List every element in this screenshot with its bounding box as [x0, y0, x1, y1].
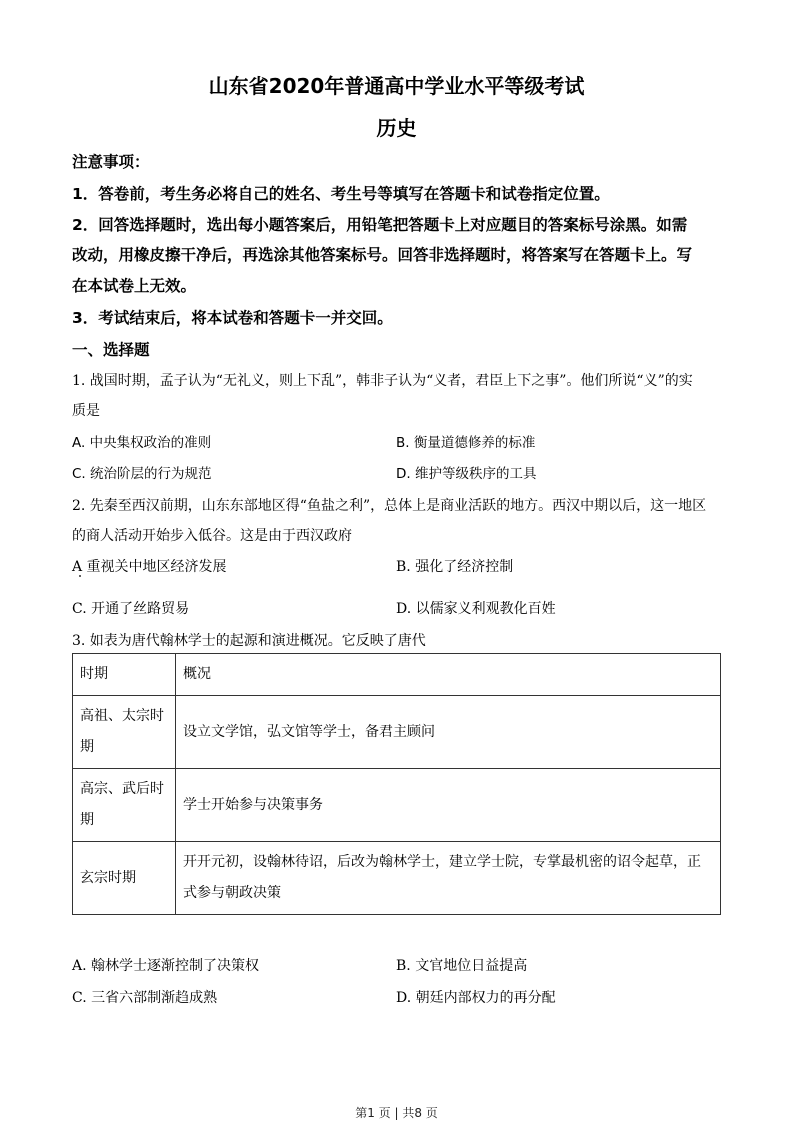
table-row [73, 696, 721, 769]
question-1-option-b[interactable]: B. 衡量道德修养的标准 [396, 435, 536, 451]
question-3-option-c[interactable]: C. 三省六部制渐趋成熟 [72, 990, 218, 1006]
notice-item: 改动，用橡皮擦干净后，再选涂其他答案标号。回答非选择题时，将答案写在答题卡上。写 [72, 246, 693, 264]
notice-item: 1．答卷前，考生务必将自己的姓名、考生号等填写在答题卡和试卷指定位置。 [72, 185, 610, 203]
question-1-option-a[interactable]: A. 中央集权政治的准则 [72, 435, 212, 451]
question-2-text: 2. 先秦至西汉前期，山东东部地区得“鱼盐之利”，总体上是商业活跃的地方。西汉中期以后，这一地区 [72, 498, 707, 514]
question-2-option-b[interactable]: B. 强化了经济控制 [396, 559, 514, 575]
table-cell-summary: 开开元初，设翰林待诏，后改为翰林学士，建立学士院，专掌最机密的诏令起草，正式参与朝政决策 [176, 842, 721, 915]
exam-title: 山东省2020年普通高中学业水平等级考试 [208, 74, 585, 98]
notice-item: 2．回答选择题时，选出每小题答案后，用铅笔把答题卡上对应题目的答案标号涂黑。如需 [72, 216, 688, 234]
question-2-option-d[interactable]: D. 以儒家义利观教化百姓 [396, 601, 556, 617]
question-3-table [72, 653, 721, 915]
notice-item: 3．考试结束后，将本试卷和答题卡一并交回。 [72, 309, 393, 327]
table-row [73, 769, 721, 842]
table-header-row [73, 654, 721, 696]
question-2-text: 的商人活动开始步入低谷。这是由于西汉政府 [72, 528, 352, 544]
exam-subject: 历史 [376, 116, 417, 140]
question-2-option-c[interactable]: C. 开通了丝路贸易 [72, 601, 190, 617]
table-cell-summary: 学士开始参与决策事务 [176, 769, 721, 842]
question-3-option-b[interactable]: B. 文官地位日益提高 [396, 958, 528, 974]
question-2-option-a[interactable]: A 重视关中地区经济发展 [72, 559, 227, 575]
question-1-option-c[interactable]: C. 统治阶层的行为规范 [72, 466, 212, 482]
question-1-text: 质是 [72, 403, 100, 419]
question-3-option-d[interactable]: D. 朝廷内部权力的再分配 [396, 990, 556, 1006]
question-3-option-a[interactable]: A. 翰林学士逐渐控制了决策权 [72, 958, 260, 974]
table-cell-period: 玄宗时期 [73, 842, 176, 915]
table-header-cell: 时期 [73, 654, 176, 696]
table-row [73, 842, 721, 915]
table-cell-summary: 设立文学馆，弘文馆等学士，备君主顾问 [176, 696, 721, 769]
table-cell-period: 高祖、太宗时期 [73, 696, 176, 769]
question-1-option-d[interactable]: D. 维护等级秩序的工具 [396, 466, 537, 482]
question-1-text: 1. 战国时期，孟子认为“无礼义，则上下乱”，韩非子认为“义者，君臣上下之事”。他们所说“义”的实 [72, 373, 693, 389]
section-title: 一、选择题 [72, 341, 150, 359]
notice-heading: 注意事项： [72, 153, 150, 171]
table-header-cell: 概况 [176, 654, 721, 696]
notice-item: 在本试卷上无效。 [72, 277, 197, 295]
question-3-text: 3. 如表为唐代翰林学士的起源和演进概况。它反映了唐代 [72, 633, 426, 649]
stray-period-mark [79, 575, 81, 577]
table-cell-period: 高宗、武后时期 [73, 769, 176, 842]
page-number: 第1 页 | 共8 页 [355, 1106, 438, 1120]
